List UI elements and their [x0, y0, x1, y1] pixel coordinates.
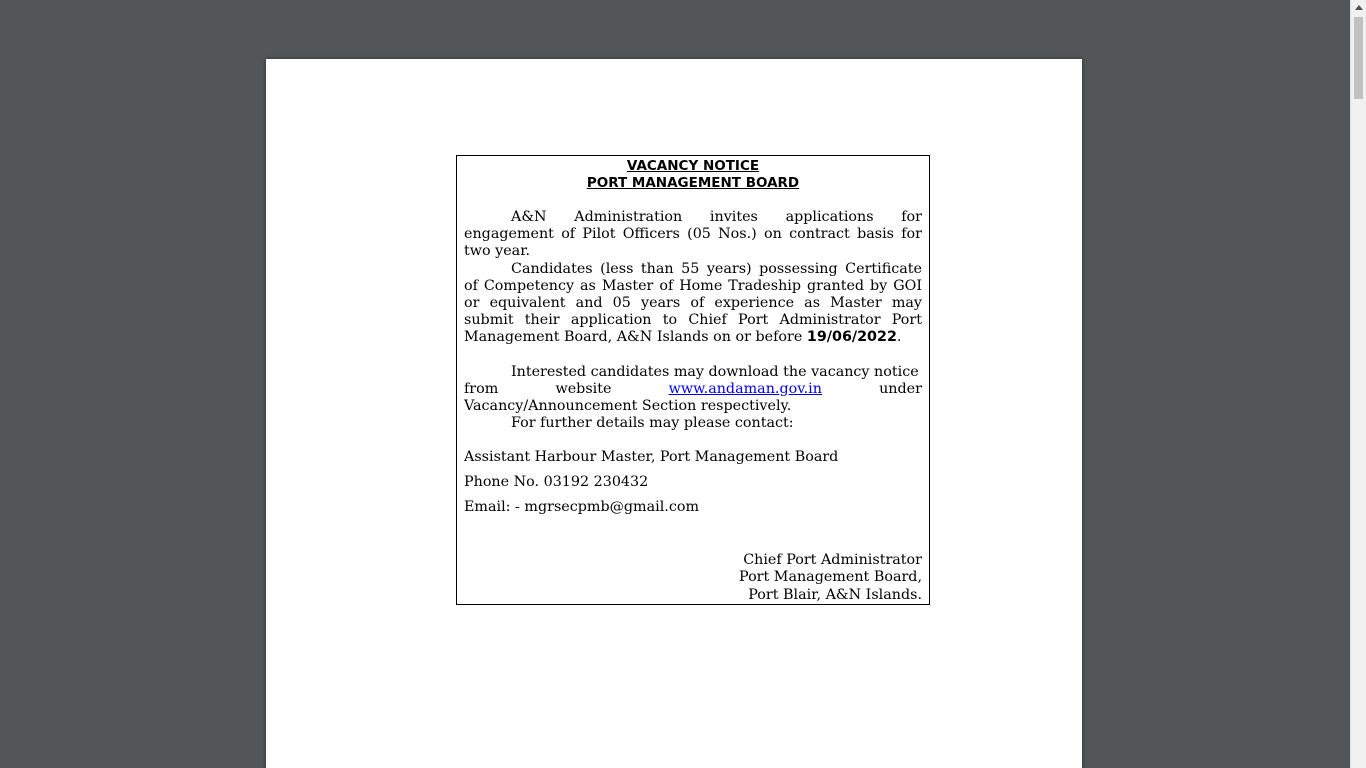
notice-title: VACANCY NOTICE	[626, 158, 760, 174]
paragraph-contact-intro: For further details may please contact:	[511, 415, 794, 432]
contact-email: Email: - mgrsecpmb@gmail.com	[464, 498, 699, 515]
last-date: 19/06/2022	[806, 329, 897, 346]
word-under: under	[879, 380, 922, 397]
signature-line-1: Chief Port Administrator	[743, 552, 922, 569]
eligibility-text: Candidates (less than 55 years) possessing Certificate of Competency as Master of Home Tradeship granted by GOI or equivalent and 05 years of experience as Master may submit their application to Chief Port Administrator Port Management Board, A&N Islands on or before	[464, 260, 922, 346]
vacancy-notice-box	[456, 155, 930, 605]
signature-block	[464, 552, 922, 604]
paragraph-eligibility	[464, 261, 922, 347]
signature-line-2: Port Management Board,	[739, 569, 922, 586]
scrollbar-thumb[interactable]	[1354, 17, 1363, 99]
eligibility-end: .	[896, 329, 902, 346]
signature-line-3: Port Blair, A&N Islands.	[748, 586, 922, 603]
word-from: from	[464, 380, 499, 397]
contact-name: Assistant Harbour Master, Port Management Board	[464, 449, 839, 466]
contact-phone: Phone No. 03192 230432	[464, 474, 649, 491]
paragraph-engagement: A&N Administration invites applications for engagement of Pilot Officers (05 Nos.) on contract basis for two year.	[464, 209, 922, 260]
download-text: Interested candidates may download the vacancy notice	[511, 363, 919, 380]
download-website-line	[464, 381, 922, 398]
pdf-page	[266, 59, 1082, 768]
notice-subtitle: PORT MANAGEMENT BOARD	[586, 175, 800, 191]
download-section-line: Vacancy/Announcement Section respectively.	[464, 398, 792, 415]
website-link[interactable]: www.andaman.gov.in	[668, 380, 822, 397]
scroll-up-arrow-icon[interactable]	[1355, 5, 1363, 10]
vertical-scrollbar[interactable]	[1350, 0, 1366, 768]
paragraph-download	[464, 364, 922, 381]
word-website: website	[555, 380, 612, 397]
